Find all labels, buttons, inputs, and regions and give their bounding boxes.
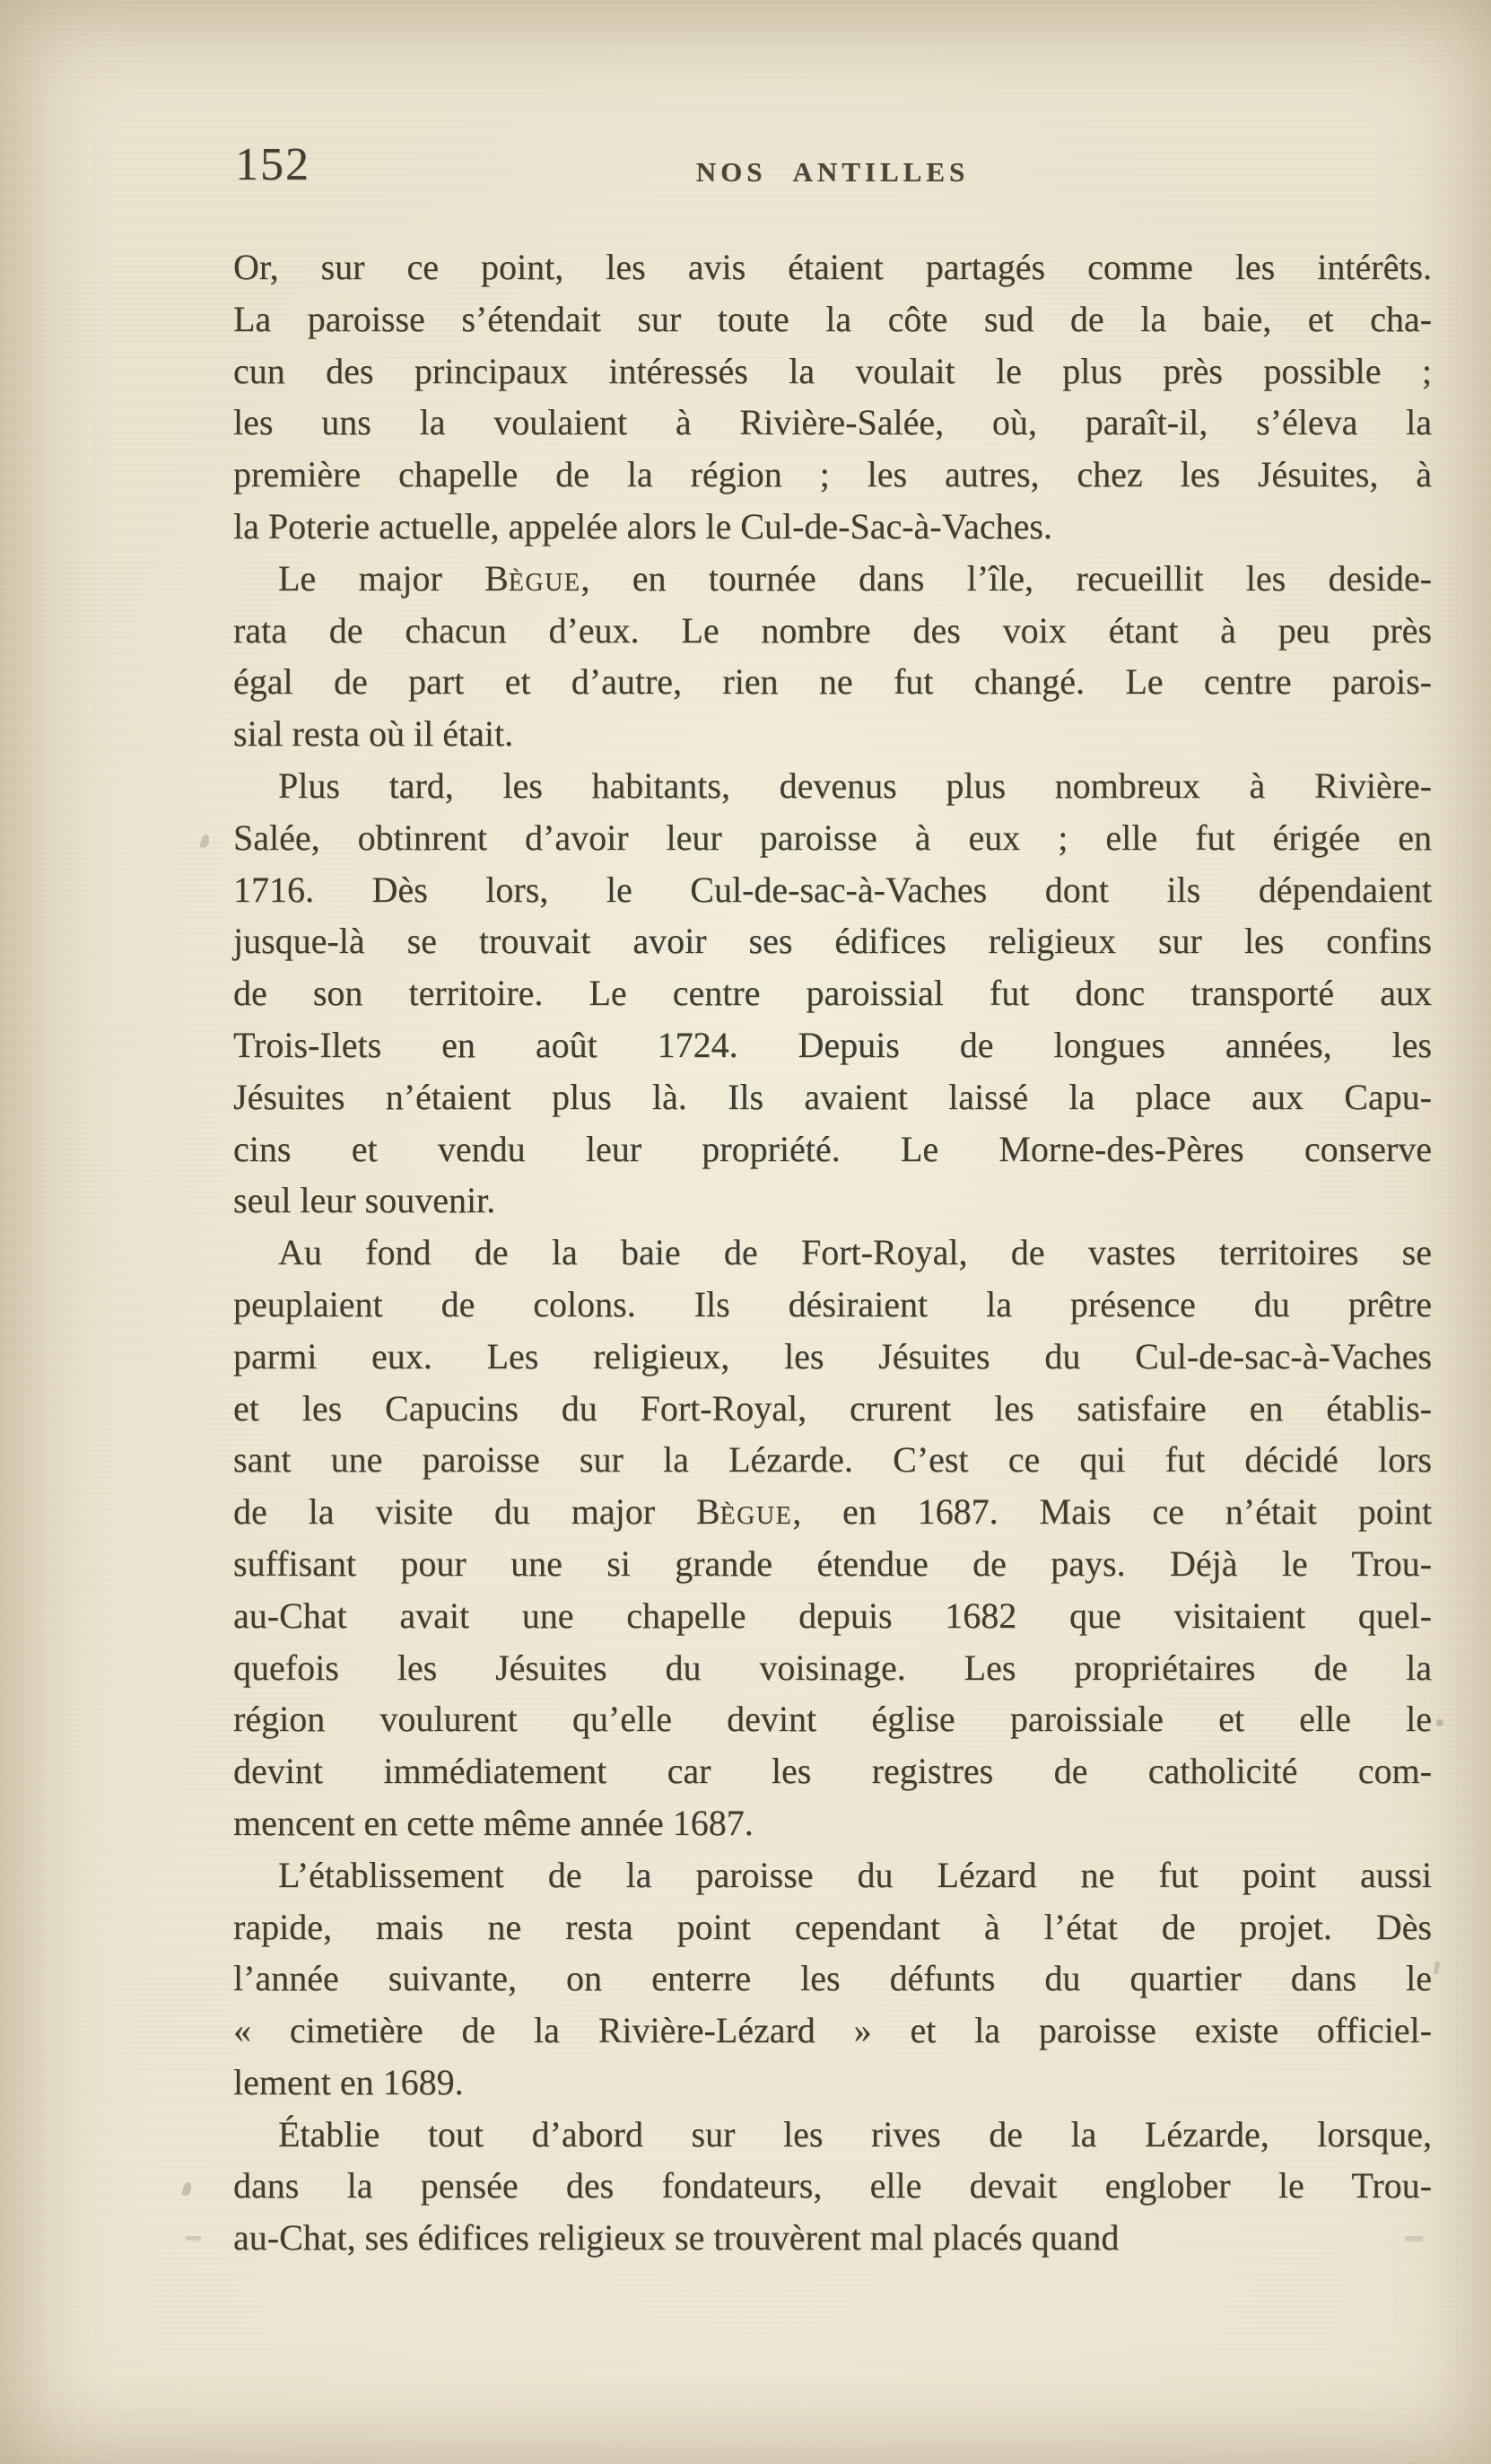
- text-segment: mencent en cette même année 1687.: [233, 1802, 754, 1843]
- text-line: [233, 1019, 1432, 1071]
- text-segment: L’établissement de la paroisse du Lézard ne fut point aussi: [278, 1854, 1432, 1895]
- text-segment: l’année suivante, on enterre les défunts du quartier dans le: [233, 1958, 1432, 1999]
- smallcaps-name: ègue: [508, 557, 581, 599]
- text-segment: , en tournée dans l’île, recueillit les deside-: [580, 557, 1432, 599]
- text-line: [233, 449, 1432, 501]
- page-number: 152: [235, 139, 310, 190]
- text-line: [233, 1538, 1432, 1590]
- text-line: [233, 1486, 1432, 1538]
- text-line: [233, 2109, 1432, 2161]
- text-line: [233, 605, 1432, 657]
- text-line: [233, 1434, 1432, 1486]
- text-segment: Plus tard, les habitants, devenus plus nombreux à Rivière-: [278, 765, 1432, 806]
- text-line: [233, 812, 1432, 864]
- text-line: [233, 1123, 1432, 1175]
- text-line: [233, 397, 1432, 449]
- text-segment: jusque-là se trouvait avoir ses édifices religieux sur les confins: [233, 921, 1432, 962]
- text-line: [233, 345, 1432, 398]
- ink-speck: [186, 2236, 201, 2241]
- text-segment: rata de chacun d’eux. Le nombre des voix étant à peu près: [233, 609, 1432, 651]
- text-segment: cins et vendu leur propriété. Le Morne-des-Pères conserve: [233, 1128, 1432, 1169]
- text-line: [233, 1901, 1432, 1953]
- text-segment: égal de part et d’autre, rien ne fut changé. Le centre parois-: [233, 661, 1432, 703]
- text-line: [233, 553, 1432, 605]
- text-line: [233, 967, 1432, 1019]
- text-segment: les uns la voulaient à Rivière-Salée, où, paraît-il, s’éleva la: [233, 402, 1432, 443]
- text-segment: et les Capucins du Fort-Royal, crurent les satisfaire en établis-: [233, 1387, 1432, 1429]
- ink-speck: [182, 2181, 193, 2197]
- smallcaps-name: ègue: [719, 1491, 793, 1533]
- text-segment: région voulurent qu’elle devint église paroissiale et elle le: [233, 1699, 1432, 1740]
- text-segment: La paroisse s’étendait sur toute la côte sud de la baie, et cha-: [233, 298, 1432, 339]
- text-line: [233, 1849, 1432, 1901]
- text-segment: 1716. Dès lors, le Cul-de-sac-à-Vaches dont ils dépendaient: [233, 869, 1432, 910]
- text-line: [233, 708, 1432, 760]
- text-segment: au-Chat, ses édifices religieux se trouvèrent mal placés quand: [233, 2217, 1120, 2259]
- text-segment: sial resta où il était.: [233, 713, 514, 755]
- text-line: [233, 241, 1432, 293]
- text-segment: de son territoire. Le centre paroissial fut donc transporté aux: [233, 973, 1432, 1014]
- text-line: [233, 1227, 1432, 1279]
- text-line: [233, 1797, 1432, 1849]
- text-line: [233, 1071, 1432, 1123]
- text-line: [233, 656, 1432, 708]
- text-line: [233, 2005, 1432, 2057]
- text-segment: Le major B: [278, 557, 509, 599]
- text-segment: Jésuites n’étaient plus là. Ils avaient laissé la place aux Capu-: [233, 1076, 1432, 1117]
- text-segment: Trois-Ilets en août 1724. Depuis de longues années, les: [233, 1024, 1432, 1065]
- text-line: [233, 1279, 1432, 1331]
- text-segment: dans la pensée des fondateurs, elle devait englober le Trou-: [233, 2165, 1432, 2206]
- text-line: [233, 1745, 1432, 1797]
- text-line: [233, 2160, 1432, 2212]
- text-line: [233, 760, 1432, 812]
- running-head: NOS ANTILLES: [695, 156, 970, 188]
- text-segment: « cimetière de la Rivière-Lézard » et la paroisse existe officiel-: [233, 2010, 1432, 2051]
- text-segment: seul leur souvenir.: [233, 1180, 496, 1221]
- text-line: [233, 501, 1432, 553]
- text-segment: peuplaient de colons. Ils désiraient la présence du prêtre: [233, 1283, 1432, 1324]
- text-segment: de la visite du major B: [233, 1491, 720, 1533]
- text-segment: quefois les Jésuites du voisinage. Les propriétaires de la: [233, 1647, 1432, 1688]
- text-segment: Salée, obtinrent d’avoir leur paroisse à eux ; elle fut érigée en: [233, 817, 1432, 858]
- text-segment: Au fond de la baie de Fort-Royal, de vastes territoires se: [278, 1232, 1432, 1273]
- text-line: [233, 2212, 1432, 2264]
- text-line: [233, 1175, 1432, 1227]
- text-segment: Établie tout d’abord sur les rives de la Lézarde, lorsque,: [278, 2113, 1432, 2154]
- text-segment: lement en 1689.: [233, 2061, 464, 2102]
- text-segment: devint immédiatement car les registres de catholicité com-: [233, 1751, 1432, 1792]
- page-header: [233, 0, 1432, 215]
- text-line: [233, 915, 1432, 967]
- text-line: [233, 1953, 1432, 2005]
- text-segment: rapide, mais ne resta point cependant à l’état de projet. Dès: [233, 1906, 1432, 1947]
- text-segment: au-Chat avait une chapelle depuis 1682 que visitaient quel-: [233, 1595, 1432, 1636]
- text-line: [233, 293, 1432, 345]
- text-segment: Or, sur ce point, les avis étaient partagés comme les intérêts.: [233, 247, 1432, 287]
- text-segment: première chapelle de la région ; les autres, chez les Jésuites, à: [233, 454, 1432, 495]
- text-segment: sant une paroisse sur la Lézarde. C’est ce qui fut décidé lors: [233, 1439, 1432, 1481]
- text-line: [233, 1383, 1432, 1435]
- text-line: [233, 1642, 1432, 1694]
- ink-speck: [200, 834, 211, 849]
- ink-speck: [1436, 1719, 1443, 1726]
- text-segment: la Poterie actuelle, appelée alors le Cul-de-Sac-à-Vaches.: [233, 505, 1052, 546]
- text-segment: cun des principaux intéressés la voulait le plus près possible ;: [233, 350, 1432, 391]
- text-segment: suffisant pour une si grande étendue de pays. Déjà le Trou-: [233, 1542, 1432, 1584]
- ink-speck: [1434, 1962, 1440, 1975]
- page-text: [233, 241, 1432, 2264]
- text-line: [233, 1331, 1432, 1383]
- text-line: [233, 1590, 1432, 1642]
- text-segment: , en 1687. Mais ce n’était point: [792, 1491, 1432, 1533]
- text-line: [233, 1693, 1432, 1745]
- text-segment: parmi eux. Les religieux, les Jésuites du Cul-de-sac-à-Vaches: [233, 1335, 1432, 1376]
- text-line: [233, 864, 1432, 916]
- text-line: [233, 2057, 1432, 2109]
